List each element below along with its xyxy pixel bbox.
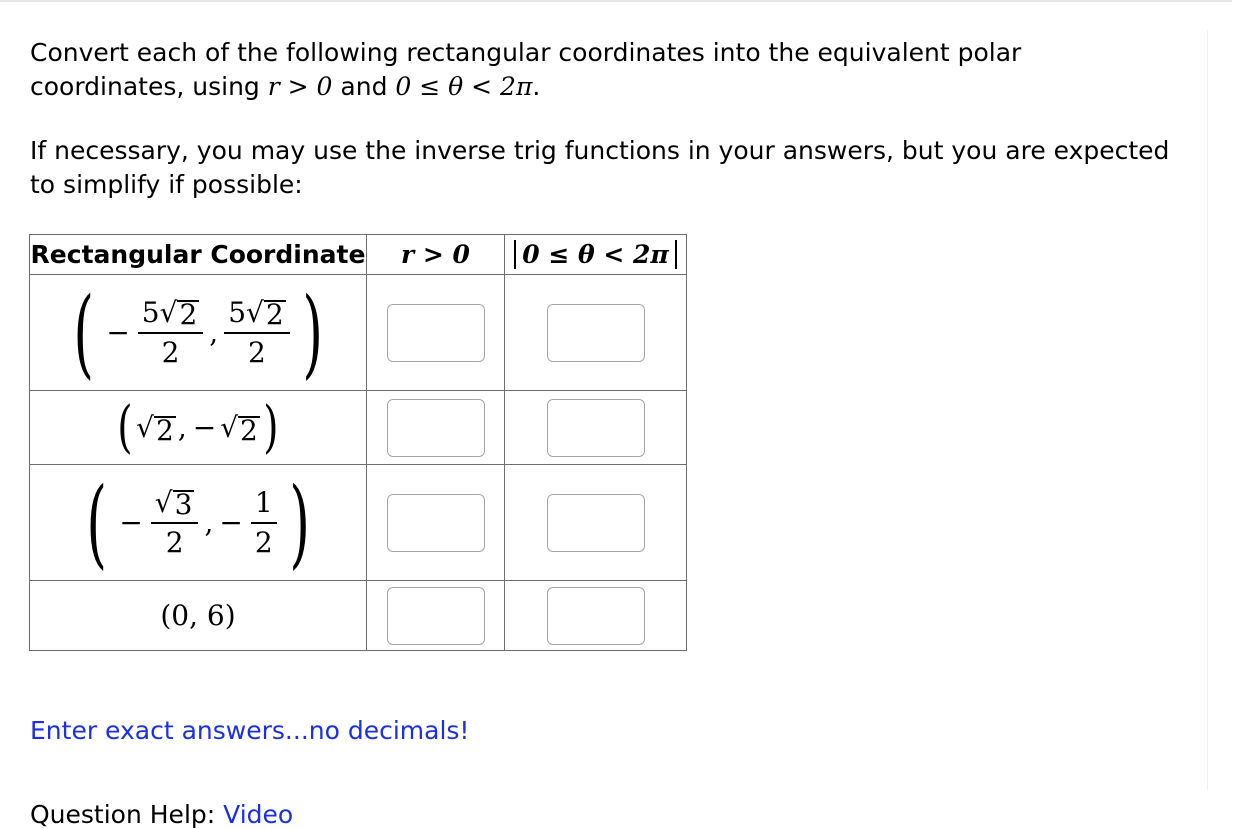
- sqrt-symbol: √ 2: [159, 295, 198, 331]
- top-divider: [0, 0, 1232, 2]
- table-row: [30, 275, 687, 391]
- sqrt-symbol: √ 2: [246, 295, 284, 331]
- condition-r: r > 0: [267, 72, 333, 101]
- header-theta-label: 0 ≤ θ < 2π: [514, 240, 676, 269]
- table-row: [30, 581, 687, 651]
- fraction-y: $\frac{1}{2}$: [251, 488, 277, 558]
- instruction-period: .: [532, 72, 541, 101]
- r-answer-input-4[interactable]: [387, 587, 485, 645]
- exact-answers-note: Enter exact answers...no decimals!: [30, 716, 470, 745]
- r-answer-cell: [367, 391, 505, 465]
- theta-answer-cell: [505, 465, 687, 581]
- r-answer-cell: [367, 581, 505, 651]
- sqrt-symbol: √ 3: [154, 485, 193, 521]
- coordinate-expression-1: ( − 5 √ 2 2 , 5 √ 2 2 ): [73, 276, 323, 389]
- r-answer-input-1[interactable]: [387, 304, 485, 362]
- instruction-paragraph-1: [30, 36, 1021, 104]
- question-help-label: Question Help:: [30, 800, 216, 829]
- conversion-table: [29, 234, 687, 651]
- video-link[interactable]: Video: [223, 800, 294, 829]
- question-help: [30, 800, 293, 829]
- question-panel: [26, 30, 1208, 790]
- coordinate-expression-4: (0, 6): [160, 599, 236, 632]
- coordinate-cell: [30, 465, 367, 581]
- table-row: [30, 391, 687, 465]
- fraction-x: 5 √ 2 2: [138, 298, 204, 368]
- r-answer-input-3[interactable]: [387, 494, 485, 552]
- theta-answer-input-2[interactable]: [547, 399, 645, 457]
- sqrt-y: √ 2: [220, 411, 258, 447]
- r-answer-cell: [367, 465, 505, 581]
- condition-theta: 0 ≤ θ < 2π: [395, 72, 533, 101]
- theta-answer-cell: [505, 391, 687, 465]
- coordinate-expression-2: ( √ 2 , − √ 2 ): [117, 394, 279, 460]
- header-r: r > 0: [367, 235, 505, 275]
- theta-answer-input-4[interactable]: [547, 587, 645, 645]
- instruction-line-2-text-a: coordinates, using: [30, 72, 260, 101]
- fraction-y: 5 √ 2 2: [224, 298, 290, 368]
- instruction-line-1: Convert each of the following rectangular coordinates into the equivalent polar: [30, 38, 1022, 67]
- table-row: [30, 465, 687, 581]
- coordinate-cell: [30, 581, 367, 651]
- fraction-x: √ 3 2: [151, 488, 199, 558]
- header-theta: [505, 235, 687, 275]
- header-rectangular-coordinate: Rectangular Coordinate: [30, 235, 367, 275]
- coordinate-cell: [30, 275, 367, 391]
- r-answer-input-2[interactable]: [387, 399, 485, 457]
- theta-answer-cell: [505, 581, 687, 651]
- theta-answer-cell: [505, 275, 687, 391]
- instruction-line-2-text-b: and: [340, 72, 388, 101]
- theta-answer-input-3[interactable]: [547, 494, 645, 552]
- coordinate-cell: [30, 391, 367, 465]
- coordinate-expression-3: ( − √ 3 2 , − $\frac{1}{2}$ ): [86, 466, 310, 579]
- table-header-row: [30, 235, 687, 275]
- r-answer-cell: [367, 275, 505, 391]
- sqrt-x: √ 2: [136, 411, 174, 447]
- instruction-paragraph-2: If necessary, you may use the inverse trig functions in your answers, but you are expected to simplify if possible:: [30, 136, 1170, 199]
- theta-answer-input-1[interactable]: [547, 304, 645, 362]
